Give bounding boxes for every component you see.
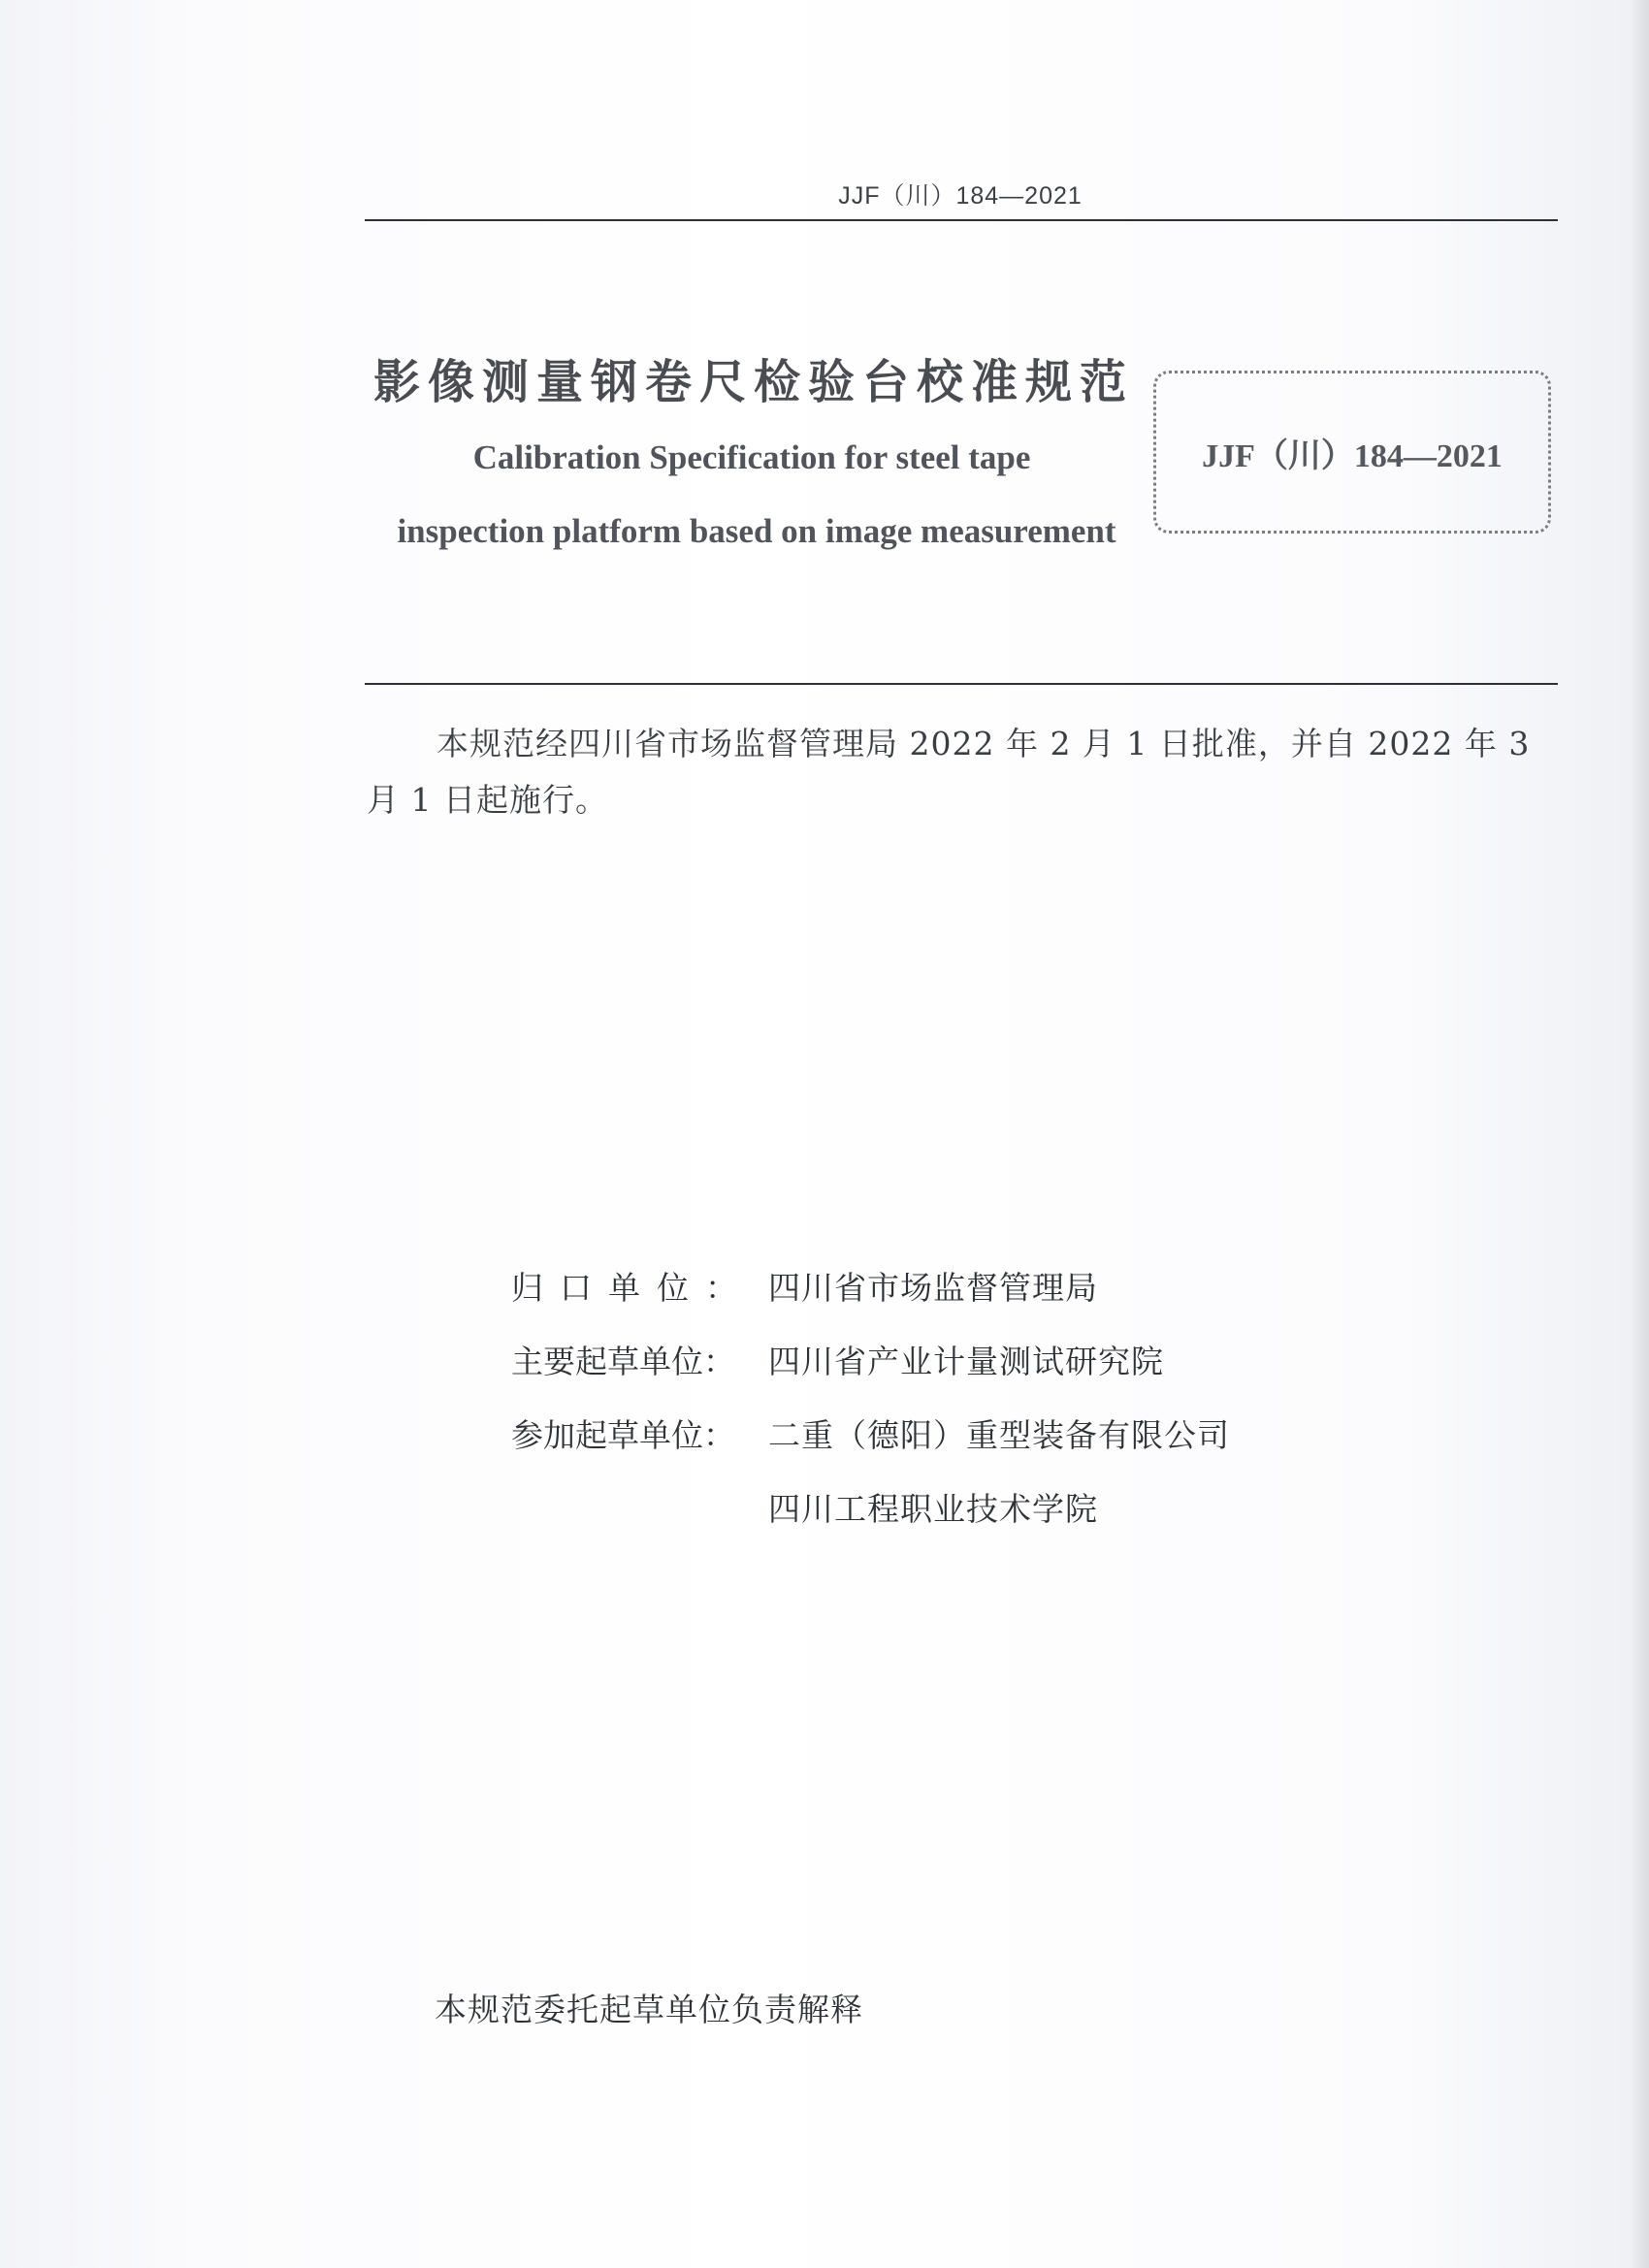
unit-label: 参加起草单位： [511,1416,735,1454]
standard-code: JJF（川）184—2021 [1202,437,1503,474]
running-header-code: JJF（川）184—2021 [838,182,1083,210]
drafting-units [511,1263,1230,1558]
unit-row-participating-drafter-2 [511,1484,1230,1558]
unit-row-main-drafter [511,1337,1230,1410]
interpretation-note: 本规范委托起草单位负责解释 [435,1991,863,2028]
unit-label: 主要起草单位： [511,1343,735,1380]
unit-value: 四川省产业计量测试研究院 [768,1343,1164,1380]
page-edge-shadow [1630,0,1649,2268]
unit-label: 归口单位： [511,1269,754,1307]
unit-value: 四川省市场监督管理局 [768,1269,1098,1307]
standard-code-box [1153,371,1551,534]
header-rule [365,219,1558,221]
unit-value: 二重（德阳）重型装备有限公司 [768,1416,1230,1454]
unit-value: 四川工程职业技术学院 [768,1490,1098,1528]
title-chinese: 影像测量钢卷尺检验台校准规范 [373,355,1135,409]
title-rule [365,683,1558,685]
title-english-line-1: Calibration Specification for steel tape [472,438,1031,476]
approval-statement: 本规范经四川省市场监督管理局 2022 年 2 月 1 日批准，并自 2022 年 3 月 1 日起施行。 [367,725,1531,819]
unit-row-participating-drafter [511,1410,1230,1484]
title-english-line-2: inspection platform based on image measurement [397,512,1116,550]
unit-row-responsible [511,1263,1230,1337]
